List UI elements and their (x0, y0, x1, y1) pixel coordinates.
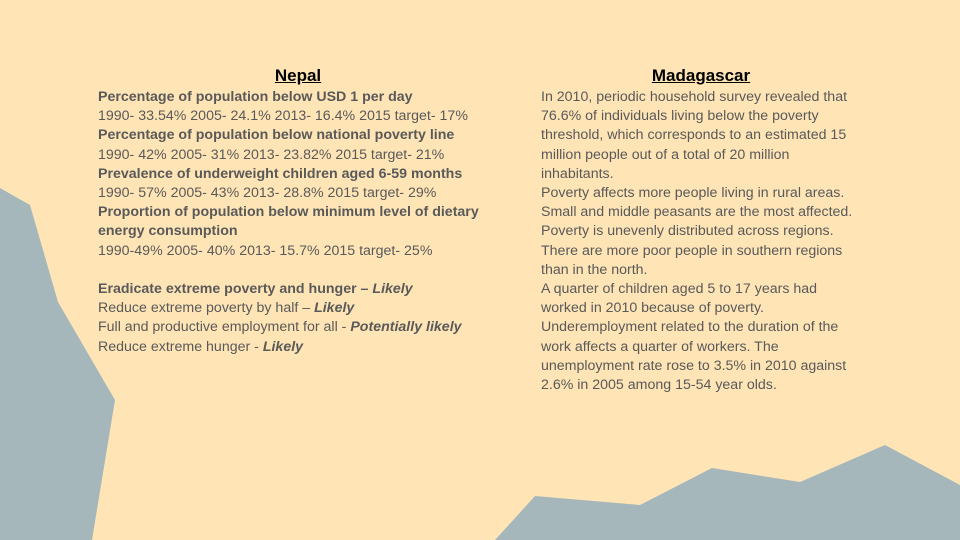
goal-line (98, 318, 498, 337)
bottom-mountain-shape (495, 445, 960, 540)
madagascar-paragraph: In 2010, periodic household survey revealed that 76.6% of individuals living below the poverty threshold, which corresponds to an estimated 15 million people out of a total of 20 million inhabitants. (541, 89, 848, 182)
nepal-title: Nepal (274, 66, 322, 85)
goal-line (98, 280, 498, 299)
indicator-heading: Proportion of population below minimum level of dietary energy consumption (98, 204, 479, 240)
madagascar-column (541, 66, 861, 395)
madagascar-paragraph: Underemployment related to the duration of the work affects a quarter of workers. The unemployment rate rose to 3.5% in 2010 against 2.6% in 2005 among 15-54 year olds. (541, 319, 847, 394)
spacer (98, 261, 498, 280)
nepal-column (98, 66, 498, 357)
goal-line (98, 338, 498, 357)
indicator-heading: Percentage of population below national poverty line (98, 127, 455, 144)
goal-status: Potentially likely (350, 319, 462, 336)
goal-status: Likely (372, 281, 413, 298)
madagascar-title: Madagascar (651, 66, 751, 85)
indicator-values: 1990- 57% 2005- 43% 2013- 28.8% 2015 target- 29% (98, 185, 437, 202)
indicator-values: 1990- 42% 2005- 31% 2013- 23.82% 2015 target- 21% (98, 146, 445, 163)
goal-text: Reduce extreme hunger - (98, 338, 263, 355)
goal-text: Full and productive employment for all - (98, 319, 351, 336)
madagascar-paragraph: A quarter of children aged 5 to 17 years had worked in 2010 because of poverty. (541, 281, 818, 317)
indicator-values: 1990- 33.54% 2005- 24.1% 2013- 16.4% 2015 target- 17% (98, 108, 468, 125)
goal-text: Eradicate extreme poverty and hunger – (98, 281, 373, 298)
goal-line (98, 299, 498, 318)
madagascar-paragraph: Poverty affects more people living in rural areas. Small and middle peasants are the most affected. Poverty is unevenly distributed across regions. There are more poor people in southern regions than in the north. (541, 185, 853, 278)
goal-status: Likely (262, 338, 304, 355)
indicator-heading: Percentage of population below USD 1 per day (98, 89, 413, 105)
indicator-heading: Prevalence of underweight children aged 6-59 months (98, 165, 463, 182)
goal-status: Likely (314, 300, 355, 317)
indicator-values: 1990-49% 2005- 40% 2013- 15.7% 2015 target- 25% (98, 242, 433, 259)
goal-text: Reduce extreme poverty by half – (98, 300, 315, 317)
